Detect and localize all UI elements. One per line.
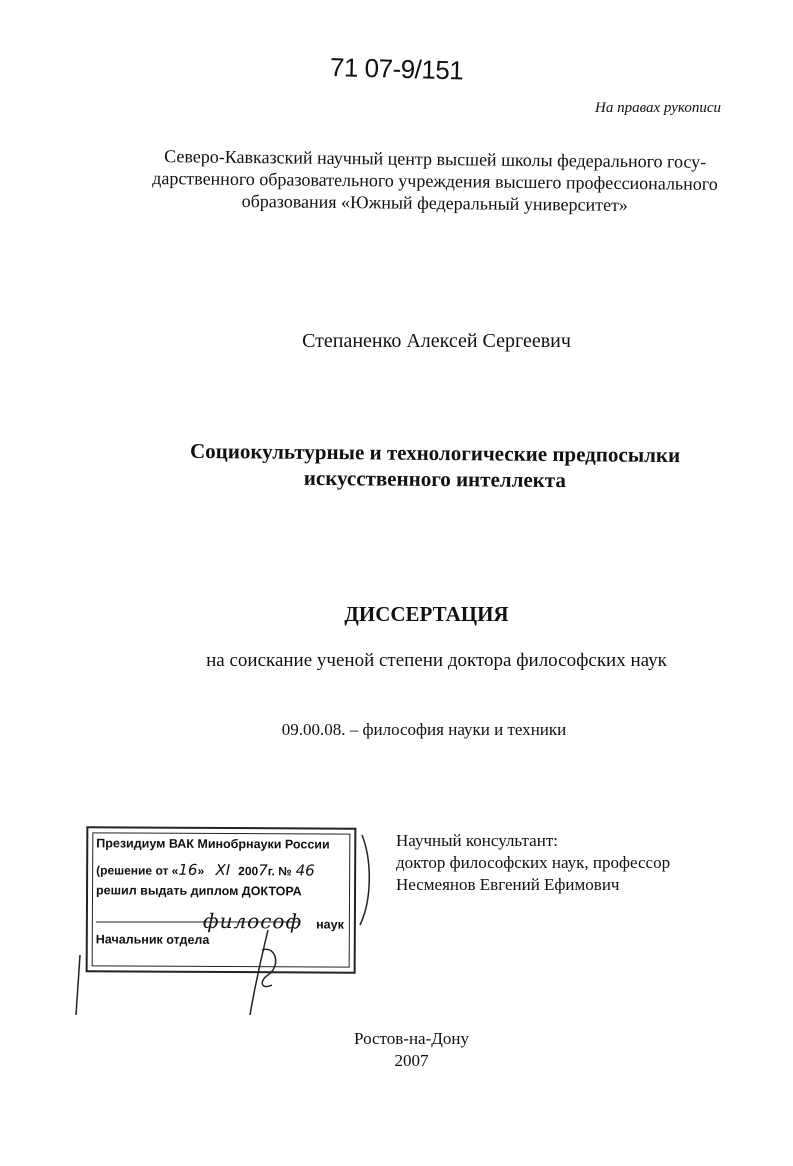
stamp-decision-month: XI [215,860,231,880]
signature-mark [250,930,276,1015]
city: Ростов-на-Дону [354,1029,469,1048]
institution-line-1: Северо-Кавказский научный центр высшей школы федерального госу- [164,146,707,172]
stamp-handwritten-science: философ [202,908,303,934]
bracket-mark [360,835,369,925]
degree-line: на соискание ученой степени доктора философских наук [206,650,667,671]
margin-mark [76,955,80,1015]
stamp-line-head: Начальник отдела [95,932,210,947]
rights-note: На правах рукописи [595,100,721,116]
author-name: Степаненко Алексей Сергеевич [302,330,571,352]
stamp-decision-year-prefix: 200 [238,864,259,879]
stamp-decision-day: 16 [178,860,198,879]
title-line-2: искусственного интеллекта [303,465,567,493]
stamp-decision-year: 7 [258,861,268,880]
specialty-line: 09.00.08. – философия науки и техники [281,720,567,739]
stamp-line-diploma: решил выдать диплом ДОКТОРА [96,883,302,899]
stamp-decision-no-label: г. № [267,864,292,879]
title-line-1: Социокультурные и технологические предпосылки [189,438,681,468]
year: 2007 [394,1051,429,1070]
archive-code: 71 07-9/151 [329,52,464,86]
place-and-year [0,1028,793,1072]
stamp-line-presidium: Президиум ВАК Минобрнауки России [96,836,330,852]
stamp-decision-no: 46 [295,861,315,880]
stamp-science-suffix: наук [316,917,344,932]
document-type: ДИССЕРТАЦИЯ [344,602,509,626]
stamp-decision-prefix: (решение от « [96,863,179,878]
scientific-consultant [396,830,670,896]
consultant-degree: доктор философских наук, профессор [396,853,671,872]
consultant-name: Несмеянов Евгений Ефимович [396,875,620,894]
institution-line-2: дарственного образовательного учреждения высшего профессионального [152,168,718,194]
institution-line-3: образования «Южный федеральный университет» [241,190,628,216]
consultant-label: Научный консультант: [396,831,558,850]
stamp-line-decision: (решение от «16» XI 2007г. № 46 [96,860,315,880]
